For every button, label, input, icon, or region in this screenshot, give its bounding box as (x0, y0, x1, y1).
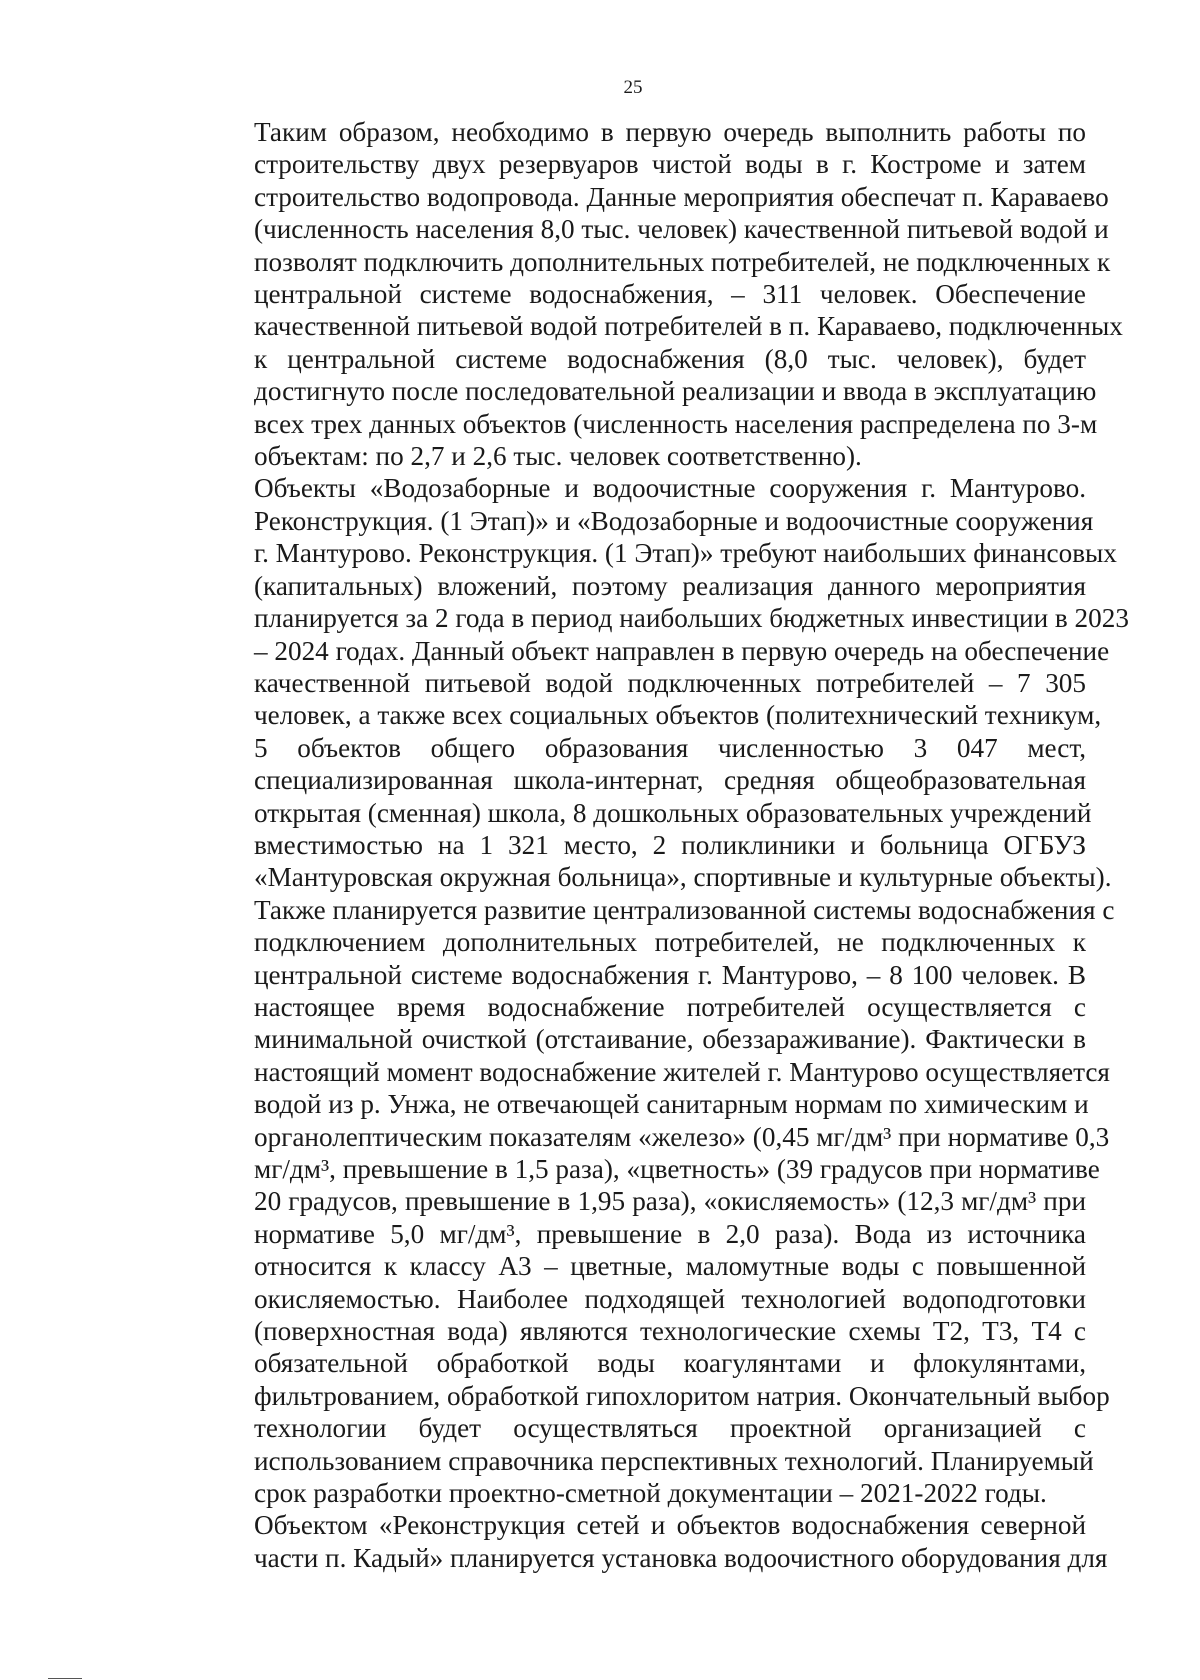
text-line: строительству двух резервуаров чистой воды в г. Костроме и затем (254, 149, 1086, 180)
text-line: открытая (сменная) школа, 8 дошкольных образовательных учреждений (254, 797, 1092, 828)
text-line: фильтрованием, обработкой гипохлоритом натрия. Окончательный выбор (254, 1380, 1110, 1411)
text-line: Объекты «Водозаборные и водоочистные сооружения г. Мантурово. (254, 473, 1086, 504)
text-line: технологии будет осуществляться проектной организацией с (254, 1413, 1086, 1444)
text-line: Объектом «Реконструкция сетей и объектов водоснабжения северной (254, 1510, 1086, 1541)
text-line: 5 объектов общего образования численностью 3 047 мест, (254, 732, 1086, 763)
document-body (186, 116, 1129, 1574)
text-line: г. Мантурово. Реконструкция. (1 Этап)» требуют наибольших финансовых (254, 538, 1117, 569)
margin-mark (48, 1678, 82, 1679)
text-line: срок разработки проектно-сметной документации – 2021-2022 годы. (254, 1478, 1047, 1509)
text-line: Реконструкция. (1 Этап)» и «Водозаборные и водоочистные сооружения (254, 505, 1094, 536)
text-line: водой из р. Унжа, не отвечающей санитарным нормам по химическим и (254, 1089, 1089, 1120)
text-line: (численность населения 8,0 тыс. человек) качественной питьевой водой и (254, 214, 1109, 245)
text-line: вместимостью на 1 321 место, 2 поликлиники и больница ОГБУЗ (254, 829, 1086, 860)
text-line: настоящее время водоснабжение потребителей осуществляется с (254, 991, 1086, 1022)
text-line: мг/дм³, превышение в 1,5 раза), «цветность» (39 градусов при нормативе (254, 1154, 1100, 1184)
text-line: Также планируется развитие централизованной системы водоснабжения с (254, 894, 1115, 925)
paragraph-karavaevo (186, 116, 1123, 472)
text-line: «Мантуровская окружная больница», спортивные и культурные объекты). (254, 862, 1112, 893)
text-line: настоящий момент водоснабжение жителей г. Мантурово осуществляется (254, 1056, 1110, 1087)
text-line: к центральной системе водоснабжения (8,0 тыс. человек), будет (254, 343, 1086, 374)
text-line: (поверхностная вода) являются технологические схемы Т2, Т3, Т4 с (254, 1316, 1086, 1347)
paragraph-manturovo (186, 472, 1129, 1509)
text-line: человек, а также всех социальных объектов (политехнический техникум, (254, 700, 1102, 731)
text-line: (капитальных) вложений, поэтому реализация данного мероприятия (254, 570, 1086, 601)
text-line: относится к классу А3 – цветные, маломутные воды с повышенной (254, 1251, 1086, 1282)
paragraph-kadyi (186, 1509, 1108, 1574)
text-line: строительство водопровода. Данные мероприятия обеспечат п. Караваево (254, 181, 1109, 212)
text-line: – 2024 годах. Данный объект направлен в первую очередь на обеспечение (254, 635, 1110, 666)
text-line: части п. Кадый» планируется установка водоочистного оборудования для (254, 1542, 1108, 1573)
text-line: специализированная школа-интернат, средняя общеобразовательная (254, 765, 1086, 796)
page-number: 25 (623, 77, 643, 98)
text-line: качественной питьевой водой подключенных потребителей – 7 305 (254, 667, 1086, 698)
text-line: центральной системе водоснабжения, – 311 человек. Обеспечение (254, 279, 1086, 310)
text-line: планируется за 2 года в период наибольших бюджетных инвестиции в 2023 (254, 603, 1129, 634)
text-line: минимальной очисткой (отстаивание, обеззараживание). Фактически в (254, 1024, 1086, 1055)
text-line: объектам: по 2,7 и 2,6 тыс. человек соответственно). (254, 441, 862, 472)
text-line: 20 градусов, превышение в 1,95 раза), «окисляемость» (12,3 мг/дм³ при (254, 1186, 1086, 1217)
text-line: обязательной обработкой воды коагулянтами и флокулянтами, (254, 1348, 1086, 1379)
text-line: органолептическим показателям «железо» (0,45 мг/дм³ при нормативе 0,3 (254, 1121, 1110, 1152)
text-line: достигнуто после последовательной реализации и ввода в эксплуатацию (254, 376, 1097, 407)
text-line: центральной системе водоснабжения г. Мантурово, – 8 100 человек. В (254, 959, 1086, 990)
text-line: нормативе 5,0 мг/дм³, превышение в 2,0 раза). Вода из источника (254, 1218, 1086, 1249)
text-line: Таким образом, необходимо в первую очередь выполнить работы по (254, 117, 1086, 147)
text-line: качественной питьевой водой потребителей в п. Караваево, подключенных (254, 311, 1123, 342)
text-line: подключением дополнительных потребителей, не подключенных к (254, 927, 1086, 958)
text-line: окисляемостью. Наиболее подходящей технологией водоподготовки (254, 1283, 1086, 1314)
text-line: позволят подключить дополнительных потребителей, не подключенных к (254, 246, 1111, 277)
text-line: использованием справочника перспективных технологий. Планируемый (254, 1445, 1094, 1476)
text-line: всех трех данных объектов (численность населения распределена по 3-м (254, 408, 1098, 439)
